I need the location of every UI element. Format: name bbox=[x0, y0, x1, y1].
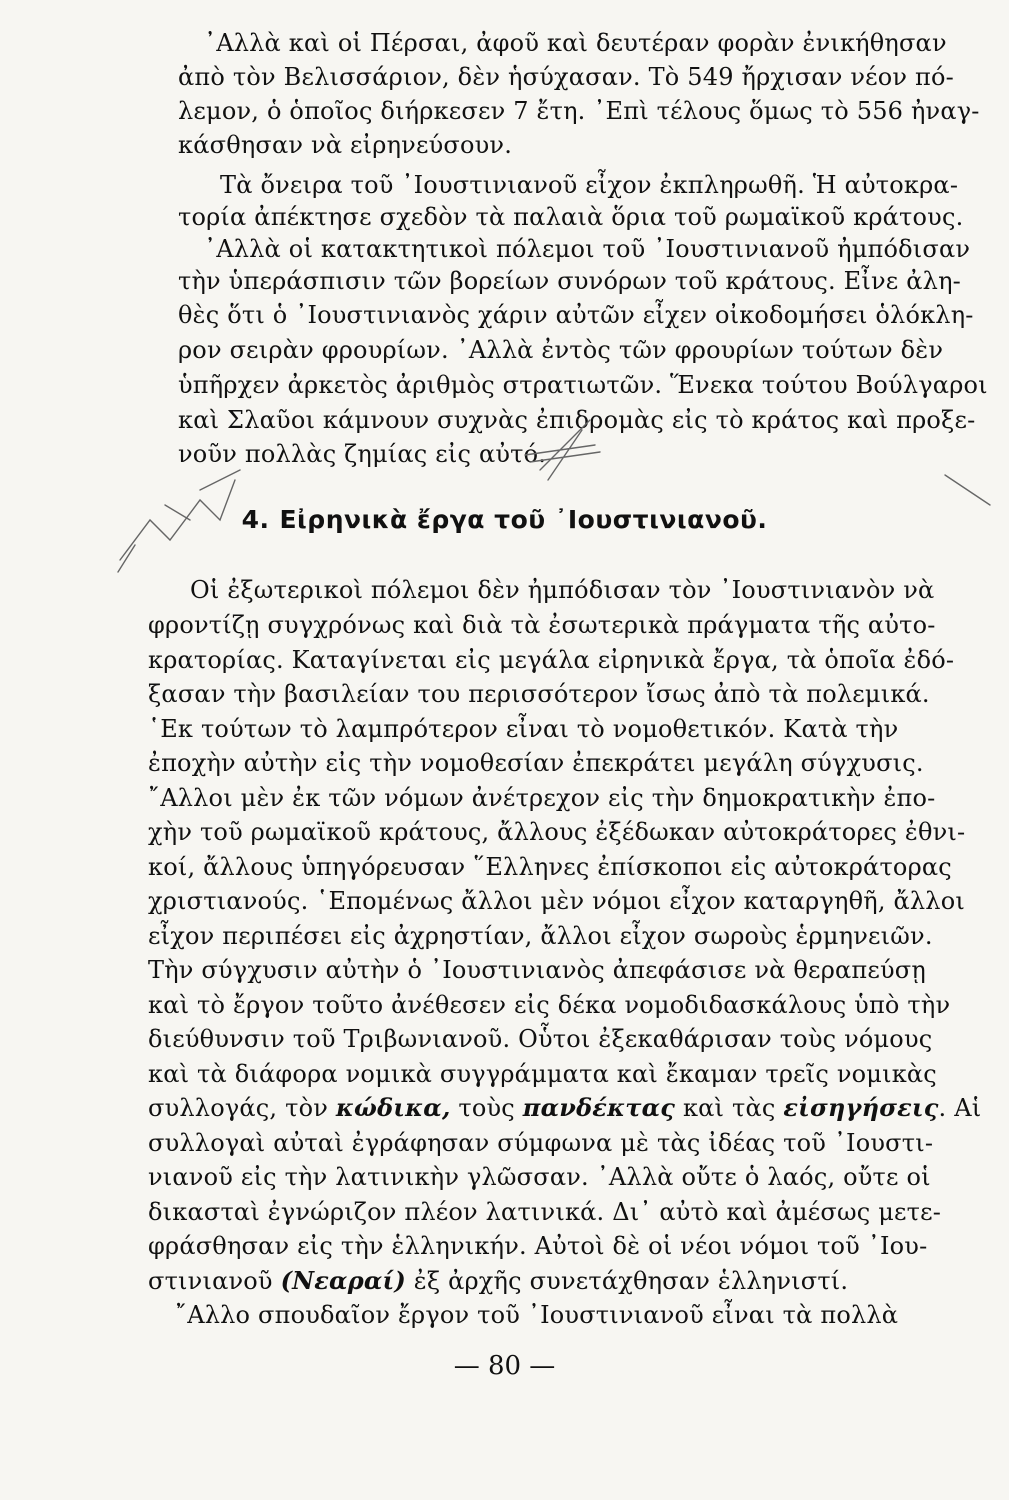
text-line: νοῦν πολλὰς ζημίας εἰς αὐτό. bbox=[178, 440, 547, 468]
text-fragment: συλλογάς, τὸν bbox=[148, 1094, 329, 1122]
text-line: ῎Αλλο σπουδαῖον ἔργον τοῦ ᾿Ιουστινιανοῦ εἶναι τὰ πολλὰ bbox=[175, 1301, 899, 1329]
text-line: ᾿Αλλὰ οἱ κατακτητικοὶ πόλεμοι τοῦ ᾿Ιουστινιανοῦ ἠμπόδισαν bbox=[204, 235, 971, 263]
text-line: συλλογαὶ αὐταὶ ἐγράφησαν σύμφωνα μὲ τὰς ἰδέας τοῦ ᾿Ιουστι- bbox=[148, 1129, 934, 1157]
term-institutes: εἰσηγήσεις bbox=[783, 1093, 939, 1122]
text-line: χὴν τοῦ ρωμαϊκοῦ κράτους, ἄλλους ἐξέδωκαν αὐτοκράτορες ἐθνι- bbox=[148, 818, 966, 846]
text-line: Οἱ ἐξωτερικοὶ πόλεμοι δὲν ἠμπόδισαν τὸν ᾿Ιουστινιανὸν νὰ bbox=[190, 576, 935, 604]
text-line: Τὰ ὄνειρα τοῦ ᾿Ιουστινιανοῦ εἶχον ἐκπληρωθῆ. Ἡ αὐτοκρα- bbox=[220, 171, 959, 199]
term-pandects: πανδέκτας bbox=[522, 1093, 676, 1122]
text-line: νιανοῦ εἰς τὴν λατινικὴν γλῶσσαν. ᾿Αλλὰ οὔτε ὁ λαός, οὔτε οἱ bbox=[148, 1163, 931, 1191]
text-line: λεμον, ὁ ὁποῖος διήρκεσεν 7 ἔτη. ᾿Επὶ τέλους ὅμως τὸ 556 ἠναγ- bbox=[178, 97, 980, 125]
text-line: χριστιανούς. ῾Επομένως ἄλλοι μὲν νόμοι εἶχον καταργηθῆ, ἄλλοι bbox=[148, 887, 965, 915]
text-line: Τὴν σύγχυσιν αὐτὴν ὁ ᾿Ιουστινιανὸς ἀπεφάσισε νὰ θεραπεύσῃ bbox=[148, 956, 926, 984]
text-line: διεύθυνσιν τοῦ Τριβωνιανοῦ. Οὗτοι ἐξεκαθάρισαν τοὺς νόμους bbox=[148, 1025, 933, 1053]
text-line: ξασαν τὴν βασιλείαν του περισσότερον ἴσως ἀπὸ τὰ πολεμικά. bbox=[148, 680, 930, 708]
section-heading bbox=[0, 500, 1009, 540]
text-fragment: . Αἱ bbox=[938, 1094, 982, 1122]
text-line: φροντίζῃ συγχρόνως καὶ διὰ τὰ ἐσωτερικὰ πράγματα τῆς αὐτο- bbox=[148, 611, 936, 639]
text-line: δικασταὶ ἐγνώριζον πλέον λατινικά. Δι᾿ αὐτὸ καὶ ἀμέσως μετε- bbox=[148, 1198, 942, 1226]
section-title: Εἰρηνικὰ ἔργα τοῦ ᾿Ιουστινιανοῦ. bbox=[279, 505, 768, 534]
text-line: ῎Αλλοι μὲν ἐκ τῶν νόμων ἀνέτρεχον εἰς τὴν δημοκρατικὴν ἐπο- bbox=[148, 784, 936, 812]
scribble-mark-left-2 bbox=[118, 545, 135, 572]
text-fragment: καὶ τὰς bbox=[682, 1094, 776, 1122]
section-number: 4. bbox=[241, 505, 270, 534]
text-line: κρατορίας. Καταγίνεται εἰς μεγάλα εἰρηνικὰ ἔργα, τὰ ὁποῖα ἐδό- bbox=[148, 646, 955, 674]
text-line: καὶ Σλαῦοι κάμνουν συχνὰς ἐπιδρομὰς εἰς τὸ κράτος καὶ προξε- bbox=[178, 406, 976, 434]
text-line: εἶχον περιπέσει εἰς ἀχρηστίαν, ἄλλοι εἶχον σωροὺς ἑρμηνειῶν. bbox=[148, 922, 933, 950]
text-line: ῾Εκ τούτων τὸ λαμπρότερον εἶναι τὸ νομοθετικόν. Κατὰ τὴν bbox=[148, 715, 899, 743]
text-line: καὶ τὸ ἔργον τοῦτο ἀνέθεσεν εἰς δέκα νομοδιδασκάλους ὑπὸ τὴν bbox=[148, 991, 951, 1019]
term-code: κώδικα, bbox=[335, 1093, 451, 1122]
text-fragment: ἐξ ἀρχῆς συνετάχθησαν ἑλληνιστί. bbox=[413, 1267, 849, 1295]
text-line: ᾿Αλλὰ καὶ οἱ Πέρσαι, ἀφοῦ καὶ δευτέραν φορὰν ἐνικήθησαν bbox=[204, 29, 947, 57]
text-line: κάσθησαν νὰ εἰρηνεύσουν. bbox=[178, 131, 513, 159]
text-line: ἐποχὴν αὐτὴν εἰς τὴν νομοθεσίαν ἐπεκράτει μεγάλη σύγχυσις. bbox=[148, 749, 924, 777]
text-line: τὴν ὑπεράσπισιν τῶν βορείων συνόρων τοῦ κράτους. Εἶνε ἀλη- bbox=[178, 267, 961, 295]
text-fragment: στινιανοῦ bbox=[148, 1267, 273, 1295]
text-line: τορία ἀπέκτησε σχεδὸν τὰ παλαιὰ ὅρια τοῦ ρωμαϊκοῦ κράτους. bbox=[178, 203, 964, 231]
text-line: ρον σειρὰν φρουρίων. ᾿Αλλὰ ἐντὸς τῶν φρουρίων τούτων δὲν bbox=[178, 336, 944, 364]
page-number: — 80 — bbox=[453, 1351, 556, 1381]
text-line: φράσθησαν εἰς τὴν ἑλληνικήν. Αὐτοὶ δὲ οἱ νέοι νόμοι τοῦ ᾿Ιου- bbox=[148, 1232, 928, 1260]
text-fragment: τοὺς bbox=[458, 1094, 515, 1122]
text-line-novels bbox=[148, 1264, 848, 1298]
text-line-collections bbox=[148, 1091, 981, 1125]
text-line: ὑπῆρχεν ἀρκετὸς ἀριθμὸς στρατιωτῶν. Ἕνεκα τούτου Βούλγαροι bbox=[178, 371, 988, 399]
text-line: ἀπὸ τὸν Βελισσάριον, δὲν ἡσύχασαν. Τὸ 549 ἤρχισαν νέον πό- bbox=[178, 63, 954, 91]
text-line: κοί, ἄλλους ὑπηγόρευσαν ῞Ελληνες ἐπίσκοποι εἰς αὐτοκράτορας bbox=[148, 853, 952, 881]
text-line: καὶ τὰ διάφορα νομικὰ συγγράμματα καὶ ἔκαμαν τρεῖς νομικὰς bbox=[148, 1060, 937, 1088]
term-novels: (Νεαραί) bbox=[280, 1266, 406, 1295]
text-line: θὲς ὅτι ὁ ᾿Ιουστινιανὸς χάριν αὐτῶν εἶχεν οἰκοδομήσει ὁλόκλη- bbox=[178, 301, 974, 329]
